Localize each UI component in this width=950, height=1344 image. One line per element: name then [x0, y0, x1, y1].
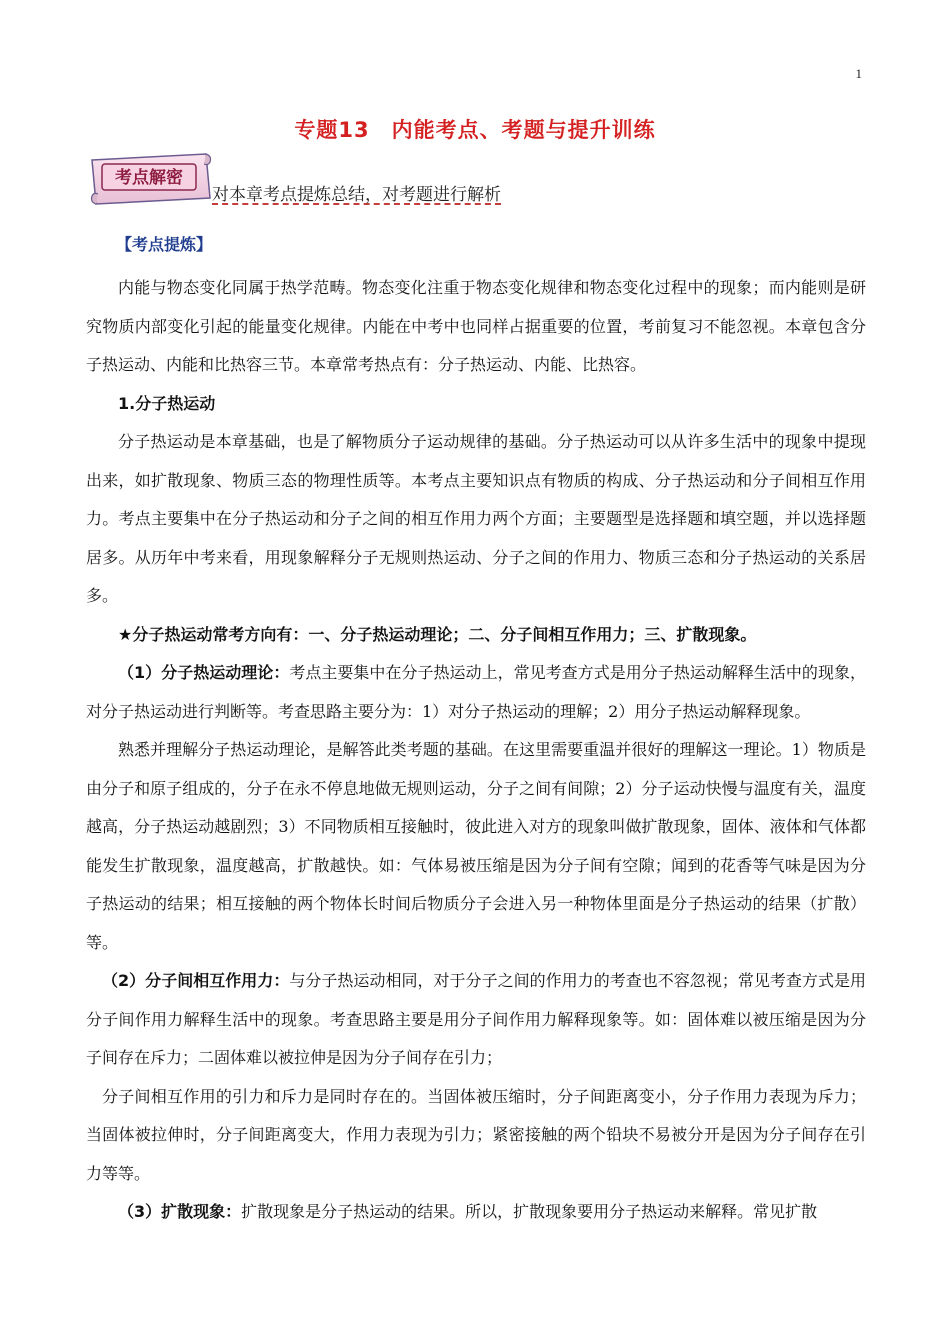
- item-2-detail: 分子间相互作用的引力和斥力是同时存在的。当固体被压缩时，分子间距离变小，分子作用力表现为斥力；当固体被拉伸时，分子间距离变大，作用力表现为引力；紧密接触的两个铅块不易被分开是因为分子间存在引力等等。: [86, 1086, 866, 1183]
- banner-caption: 对本章考点提炼总结，对考题进行解析: [212, 185, 501, 205]
- page-title: 专题13 内能考点、考题与提升训练: [294, 118, 656, 142]
- item-1-text: 考点主要集中在分子热运动上，常见考查方式是用分子热运动解释生活中的现象，对分子热运动进行判断等。考查思路主要分为：1）对分子热运动的理解；2）用分子热运动解释现象。: [86, 663, 866, 721]
- banner-label: 考点解密: [115, 168, 183, 188]
- item-1-detail: 熟悉并理解分子热运动理论，是解答此类考题的基础。在这里需要重温并很好的理解这一理论。1）物质是由分子和原子组成的，分子在永不停息地做无规则运动，分子之间有间隙；2）分子运动快慢与温度有关，温度越高，分子热运动越剧烈；3）不同物质相互接触时，彼此进入对方的现象叫做扩散现象，固体、液体和气体都能发生扩散现象，温度越高，扩散越快。如：气体易被压缩是因为分子间有空隙；闻到的花香等气味是因为分子热运动的结果；相互接触的两个物体长时间后物质分子会进入另一种物体里面是分子热运动的结果（扩散）等。: [86, 740, 866, 952]
- page-number: 1: [855, 66, 862, 81]
- topic-paragraph: 分子热运动是本章基础，也是了解物质分子运动规律的基础。分子热运动可以从许多生活中的现象中提现出来，如扩散现象、物质三态的物理性质等。本考点主要知识点有物质的构成、分子热运动和分子间相互作用力。考点主要集中在分子热运动和分子之间的相互作用力两个方面；主要题型是选择题和填空题，并以选择题居多。从历年中考来看，用现象解释分子无规则热运动、分子之间的作用力、物质三态和分子热运动的关系居多。: [86, 432, 866, 605]
- section-heading: 【考点提炼】: [116, 235, 213, 254]
- scroll-banner-icon: [86, 150, 216, 210]
- item-3-text: 扩散现象是分子热运动的结果。所以，扩散现象要用分子热运动来解释。常见扩散: [241, 1202, 818, 1221]
- item-2-label: （2）分子间相互作用力：: [102, 971, 290, 990]
- intro-paragraph: 内能与物态变化同属于热学范畴。物态变化注重于物态变化规律和物态变化过程中的现象；而内能则是研究物质内部变化引起的能量变化规律。内能在中考中也同样占据重要的位置，考前复习不能忽视。本章包含分子热运动、内能和比热容三节。本章常考热点有：分子热运动、内能、比热容。: [86, 278, 866, 374]
- section-banner: [86, 150, 216, 210]
- item-2-paragraph: [86, 962, 866, 1078]
- star-line: ★分子热运动常考方向有：一、分子热运动理论；二、分子间相互作用力；三、扩散现象。: [118, 624, 757, 644]
- topic-heading: 1.分子热运动: [118, 393, 216, 413]
- item-2-text: 与分子热运动相同，对于分子之间的作用力的考查也不容忽视；常见考查方式是用分子间作用力解释生活中的现象。考查思路主要是用分子间作用力解释现象等。如：固体难以被压缩是因为分子间存在斥力；二固体难以被拉伸是因为分子间存在引力；: [86, 971, 866, 1067]
- document-body: [86, 232, 866, 1232]
- item-1-paragraph: [86, 654, 866, 731]
- item-3-label: （3）扩散现象：: [118, 1202, 242, 1221]
- item-1-label: （1）分子热运动理论：: [118, 663, 290, 682]
- item-3-paragraph: [86, 1193, 866, 1232]
